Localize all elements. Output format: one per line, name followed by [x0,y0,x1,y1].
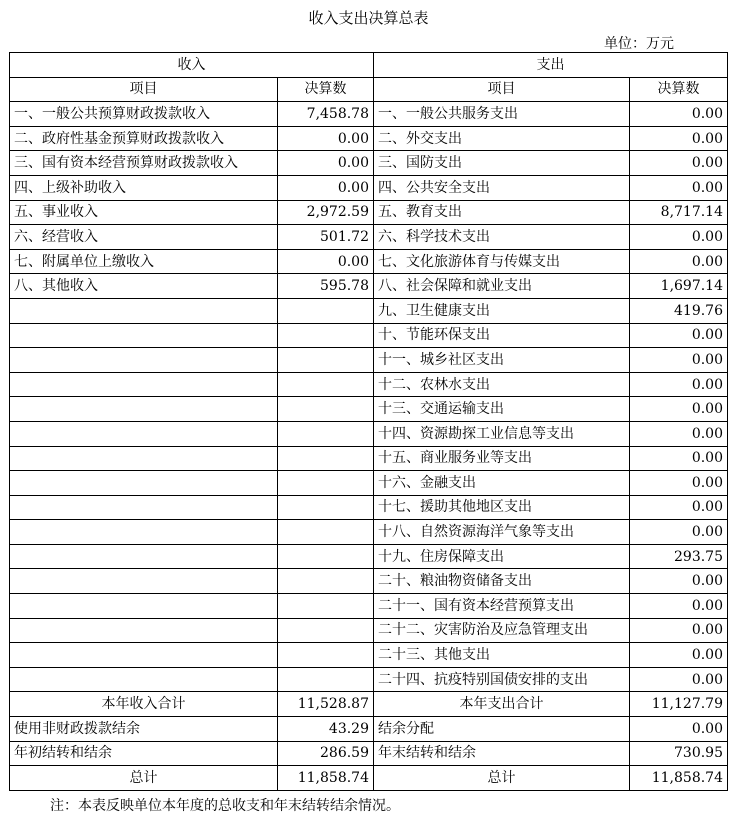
expense-item-cell: 十九、住房保障支出 [374,544,630,569]
income-item-cell [10,520,278,545]
expense-item-cell: 总计 [374,766,630,791]
expense-amount-cell: 293.75 [630,544,728,569]
income-item-cell: 年初结转和结余 [10,741,278,766]
income-expense-table [9,52,728,791]
income-item-cell: 三、国有资本经营预算财政拨款收入 [10,151,278,176]
expense-item-header: 项目 [374,77,630,102]
income-item-cell [10,471,278,496]
income-item-cell: 一、一般公共预算财政拨款收入 [10,102,278,127]
expense-amount-cell: 0.00 [630,667,728,692]
table-row [10,200,728,225]
income-amount-cell [278,397,374,422]
income-amount-cell: 0.00 [278,151,374,176]
income-amount-cell: 595.78 [278,274,374,299]
table-row [10,569,728,594]
income-amount-cell [278,421,374,446]
expense-amount-cell: 0.00 [630,397,728,422]
income-amount-cell: 11,528.87 [278,692,374,717]
income-amount-cell [278,569,374,594]
expense-item-cell: 十三、交通运输支出 [374,397,630,422]
table-row [10,323,728,348]
income-item-cell: 七、附属单位上缴收入 [10,249,278,274]
expense-amount-cell: 0.00 [630,225,728,250]
income-amount-cell [278,618,374,643]
income-amount-cell [278,446,374,471]
expense-item-cell: 二十二、灾害防治及应急管理支出 [374,618,630,643]
income-item-cell: 使用非财政拨款结余 [10,717,278,742]
table-row [10,298,728,323]
table-row [10,520,728,545]
income-amount-cell: 2,972.59 [278,200,374,225]
income-item-cell: 五、事业收入 [10,200,278,225]
expense-amount-cell: 0.00 [630,249,728,274]
expense-item-cell: 年末结转和结余 [374,741,630,766]
expense-amount-header: 决算数 [630,77,728,102]
income-amount-cell [278,471,374,496]
expense-item-cell: 三、国防支出 [374,151,630,176]
expense-item-cell: 二十三、其他支出 [374,643,630,668]
income-amount-cell: 0.00 [278,249,374,274]
expense-amount-cell: 11,127.79 [630,692,728,717]
expense-amount-cell: 0.00 [630,569,728,594]
expense-item-cell: 八、社会保障和就业支出 [374,274,630,299]
income-item-cell [10,372,278,397]
expense-item-cell: 二十、粮油物资储备支出 [374,569,630,594]
table-row [10,102,728,127]
income-item-cell [10,495,278,520]
expense-item-cell: 一、一般公共服务支出 [374,102,630,127]
expense-item-cell: 十七、援助其他地区支出 [374,495,630,520]
expense-amount-cell: 0.00 [630,151,728,176]
table-row [10,397,728,422]
income-item-cell [10,569,278,594]
income-item-cell [10,348,278,373]
income-amount-cell [278,495,374,520]
income-item-cell: 本年收入合计 [10,692,278,717]
income-item-cell: 六、经营收入 [10,225,278,250]
expense-amount-cell: 0.00 [630,520,728,545]
expense-item-cell: 九、卫生健康支出 [374,298,630,323]
expense-item-cell: 二十一、国有资本经营预算支出 [374,594,630,619]
expense-amount-cell: 0.00 [630,495,728,520]
table-row [10,126,728,151]
table-row [10,372,728,397]
income-amount-cell [278,298,374,323]
table-row [10,692,728,717]
table-row [10,766,728,791]
expense-item-cell: 十二、农林水支出 [374,372,630,397]
table-row [10,421,728,446]
expense-item-cell: 十一、城乡社区支出 [374,348,630,373]
income-item-cell: 二、政府性基金预算财政拨款收入 [10,126,278,151]
table-row [10,643,728,668]
income-item-cell: 四、上级补助收入 [10,175,278,200]
income-item-cell [10,643,278,668]
expense-amount-cell: 0.00 [630,471,728,496]
unit-label: 单位：万元 [604,36,674,52]
table-row [10,225,728,250]
table-row [10,495,728,520]
table-row [10,741,728,766]
expense-item-cell: 十八、自然资源海洋气象等支出 [374,520,630,545]
income-amount-cell [278,643,374,668]
expense-amount-cell: 0.00 [630,618,728,643]
table-row [10,667,728,692]
expense-item-cell: 六、科学技术支出 [374,225,630,250]
expense-item-cell: 十六、金融支出 [374,471,630,496]
income-amount-cell: 43.29 [278,717,374,742]
expense-amount-cell: 0.00 [630,126,728,151]
expense-amount-cell: 0.00 [630,446,728,471]
income-item-cell [10,323,278,348]
income-amount-cell: 0.00 [278,175,374,200]
expense-amount-cell: 11,858.74 [630,766,728,791]
expense-amount-cell: 0.00 [630,175,728,200]
income-item-cell [10,618,278,643]
expense-item-cell: 十五、商业服务业等支出 [374,446,630,471]
expense-amount-cell: 1,697.14 [630,274,728,299]
income-amount-header: 决算数 [278,77,374,102]
expense-item-cell: 本年支出合计 [374,692,630,717]
section-header-row [10,53,728,78]
income-amount-cell [278,372,374,397]
column-header-row [10,77,728,102]
expense-amount-cell: 8,717.14 [630,200,728,225]
income-amount-cell [278,594,374,619]
expense-item-cell: 十四、资源勘探工业信息等支出 [374,421,630,446]
table-row [10,348,728,373]
expense-amount-cell: 0.00 [630,643,728,668]
income-amount-cell: 11,858.74 [278,766,374,791]
income-section-header: 收入 [10,53,374,78]
expense-amount-cell: 0.00 [630,594,728,619]
expense-amount-cell: 0.00 [630,323,728,348]
income-amount-cell [278,323,374,348]
table-row [10,471,728,496]
table-row [10,175,728,200]
income-amount-cell: 0.00 [278,126,374,151]
income-item-cell [10,397,278,422]
income-item-cell [10,421,278,446]
table-row [10,594,728,619]
income-item-cell [10,594,278,619]
table-row [10,446,728,471]
income-item-cell [10,446,278,471]
table-row [10,151,728,176]
expense-item-cell: 七、文化旅游体育与传媒支出 [374,249,630,274]
income-amount-cell: 286.59 [278,741,374,766]
income-item-cell [10,544,278,569]
income-item-cell [10,667,278,692]
table-row [10,274,728,299]
income-amount-cell [278,348,374,373]
expense-amount-cell: 0.00 [630,372,728,397]
expense-item-cell: 二、外交支出 [374,126,630,151]
income-item-header: 项目 [10,77,278,102]
income-amount-cell [278,667,374,692]
table-row [10,249,728,274]
table-row [10,544,728,569]
table-row [10,618,728,643]
expense-amount-cell: 0.00 [630,102,728,127]
expense-amount-cell: 0.00 [630,717,728,742]
income-item-cell: 八、其他收入 [10,274,278,299]
expense-amount-cell: 730.95 [630,741,728,766]
footnote: 注：本表反映单位本年度的总收支和年末结转结余情况。 [50,798,400,814]
expense-amount-cell: 0.00 [630,348,728,373]
expense-amount-cell: 419.76 [630,298,728,323]
expense-item-cell: 结余分配 [374,717,630,742]
table-row [10,717,728,742]
income-amount-cell: 7,458.78 [278,102,374,127]
page-title: 收入支出决算总表 [308,9,429,27]
expense-item-cell: 二十四、抗疫特别国债安排的支出 [374,667,630,692]
expense-section-header: 支出 [374,53,728,78]
expense-item-cell: 十、节能环保支出 [374,323,630,348]
income-amount-cell [278,520,374,545]
expense-item-cell: 四、公共安全支出 [374,175,630,200]
income-item-cell: 总计 [10,766,278,791]
expense-amount-cell: 0.00 [630,421,728,446]
expense-item-cell: 五、教育支出 [374,200,630,225]
income-amount-cell: 501.72 [278,225,374,250]
income-item-cell [10,298,278,323]
income-amount-cell [278,544,374,569]
